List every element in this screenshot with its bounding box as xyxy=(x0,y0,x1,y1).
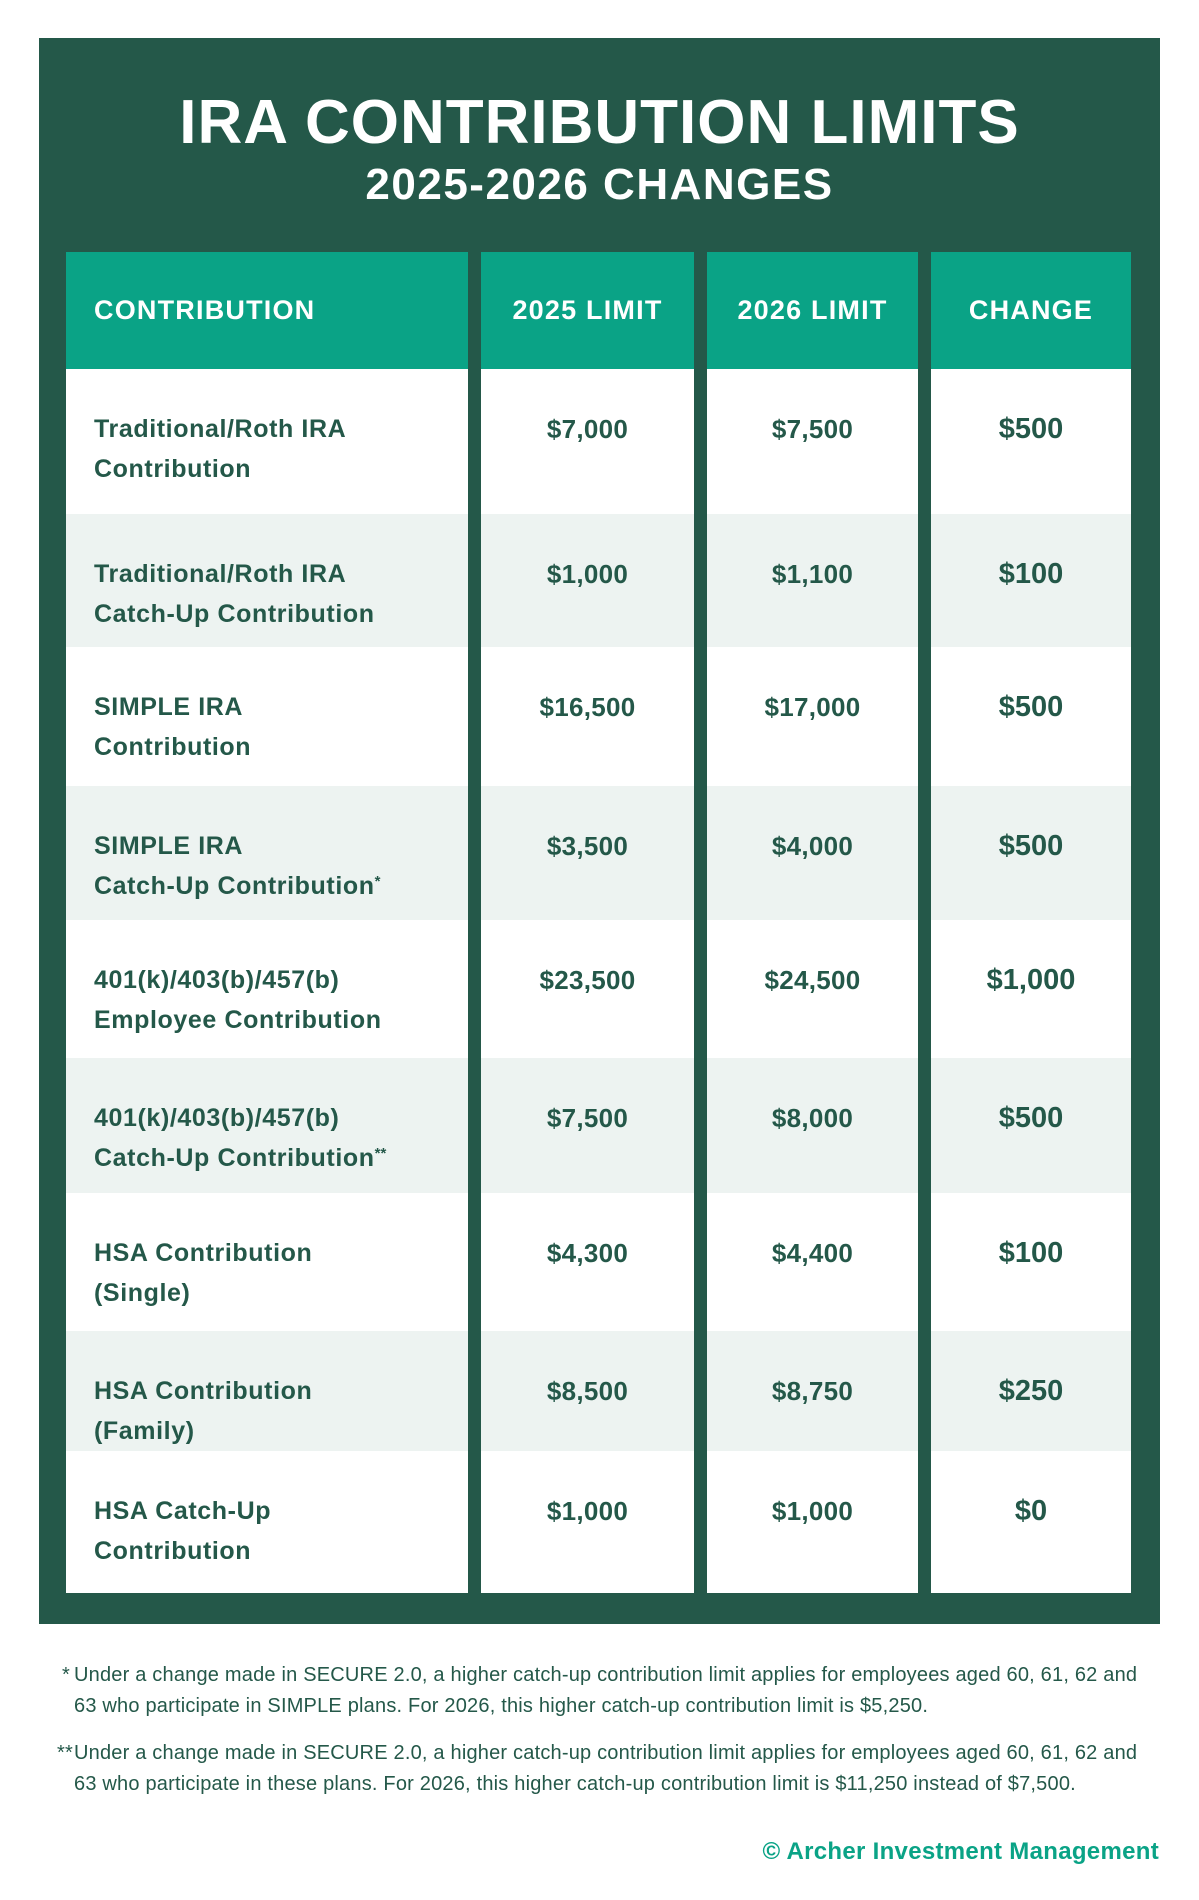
table-cell-change xyxy=(931,647,1131,786)
column-header-2025-limit: 2025 LIMIT xyxy=(481,252,694,369)
label-line-2: (Single) xyxy=(94,1279,191,1307)
contribution-label xyxy=(94,826,380,906)
table-cell-limit-2025 xyxy=(481,920,694,1058)
limit-2026-value: $1,100 xyxy=(771,559,854,589)
limit-2026-value: $8,750 xyxy=(771,1376,854,1406)
table-cell-limit-2025 xyxy=(481,786,694,920)
table-cell-limit-2025 xyxy=(481,514,694,647)
limit-2026-value: $1,000 xyxy=(771,1496,854,1526)
table-cell-limit-2026 xyxy=(707,1058,918,1193)
table-cell-limit-2026 xyxy=(707,514,918,647)
footnote-single-asterisk xyxy=(50,1660,1160,1721)
contribution-label xyxy=(94,1371,312,1451)
limit-2026-value: $7,500 xyxy=(771,414,854,444)
footnote-mark: * xyxy=(62,1664,70,1686)
table-cell-contribution xyxy=(66,369,468,514)
table-cell-limit-2026 xyxy=(707,647,918,786)
table-cell-limit-2025 xyxy=(481,647,694,786)
column-contribution xyxy=(66,252,468,1593)
table-cell-change xyxy=(931,1058,1131,1193)
limit-2026-value: $8,000 xyxy=(771,1103,854,1133)
label-line-1: HSA Contribution xyxy=(94,1239,313,1267)
table-cell-limit-2025 xyxy=(481,1451,694,1593)
table-cell-contribution xyxy=(66,1331,468,1451)
label-line-1: Traditional/Roth IRA xyxy=(94,560,347,588)
limit-2025-value: $7,000 xyxy=(546,414,629,444)
column-2025-limit xyxy=(481,252,694,1593)
footnote-text: Under a change made in SECURE 2.0, a higher catch-up contribution limit applies for employees aged 60, 61, 62 and 63 who participate in SIMPLE plans. For 2026, this higher catch-up contribution limit is $5,250. xyxy=(74,1664,1138,1717)
column-header-2026-limit: 2026 LIMIT xyxy=(707,252,918,369)
label-line-1: SIMPLE IRA xyxy=(94,832,244,860)
label-line-2: Catch-Up Contribution xyxy=(94,600,375,628)
table-cell-limit-2026 xyxy=(707,920,918,1058)
column-2026-limit xyxy=(707,252,918,1593)
label-line-1: HSA Catch-Up xyxy=(94,1497,272,1525)
limit-2026-value: $17,000 xyxy=(764,692,861,722)
page-subtitle: 2025-2026 CHANGES xyxy=(365,160,834,209)
table-cell-change xyxy=(931,786,1131,920)
change-value: $250 xyxy=(998,1375,1064,1407)
table-cell-change xyxy=(931,920,1131,1058)
table-cell-limit-2025 xyxy=(481,1058,694,1193)
table-cell-contribution xyxy=(66,647,468,786)
footnote-reference: ** xyxy=(374,1145,387,1162)
limit-2026-value: $4,400 xyxy=(771,1238,854,1268)
limit-2025-value: $1,000 xyxy=(546,559,629,589)
limit-2025-value: $8,500 xyxy=(546,1376,629,1406)
table-cell-contribution xyxy=(66,1193,468,1331)
table-cell-limit-2025 xyxy=(481,369,694,514)
footnote-double-asterisk xyxy=(50,1738,1160,1799)
footnote-text: Under a change made in SECURE 2.0, a higher catch-up contribution limit applies for employees aged 60, 61, 62 and 63 who participate in these plans. For 2026, this higher catch-up contribution limit is $11,250 instead of $7,500. xyxy=(74,1742,1138,1795)
change-value: $500 xyxy=(998,413,1064,445)
label-line-2: Catch-Up Contribution xyxy=(94,1144,375,1172)
change-value: $0 xyxy=(1014,1495,1048,1527)
column-header-contribution: CONTRIBUTION xyxy=(66,252,468,369)
limit-2025-value: $4,300 xyxy=(546,1238,629,1268)
footnotes xyxy=(50,1660,1160,1816)
copyright-notice: © Archer Investment Management xyxy=(762,1838,1159,1865)
footnote-mark: ** xyxy=(57,1742,73,1764)
table-cell-contribution xyxy=(66,786,468,920)
table-cell-contribution xyxy=(66,514,468,647)
table-cell-change xyxy=(931,1451,1131,1593)
table-cell-limit-2025 xyxy=(481,1193,694,1331)
table-cell-contribution xyxy=(66,1451,468,1593)
table-cell-contribution xyxy=(66,1058,468,1193)
page-title: IRA CONTRIBUTION LIMITS xyxy=(179,88,1020,157)
column-header-change: CHANGE xyxy=(931,252,1131,369)
contribution-label xyxy=(94,1233,312,1313)
table-cell-limit-2026 xyxy=(707,1451,918,1593)
limit-2025-value: $7,500 xyxy=(546,1103,629,1133)
change-value: $500 xyxy=(998,691,1064,723)
limit-2025-value: $16,500 xyxy=(539,692,636,722)
table-cell-change xyxy=(931,1331,1131,1451)
label-line-1: Traditional/Roth IRA xyxy=(94,415,347,443)
label-line-1: SIMPLE IRA xyxy=(94,693,244,721)
label-line-2: Contribution xyxy=(94,455,252,483)
contribution-label xyxy=(94,1491,271,1571)
limit-2025-value: $3,500 xyxy=(546,831,629,861)
limit-2026-value: $24,500 xyxy=(764,965,861,995)
column-change xyxy=(931,252,1131,1593)
table-cell-limit-2025 xyxy=(481,1331,694,1451)
limit-2025-value: $1,000 xyxy=(546,1496,629,1526)
label-line-1: 401(k)/403(b)/457(b) xyxy=(94,966,340,994)
change-value: $500 xyxy=(998,830,1064,862)
table-cell-change xyxy=(931,1193,1131,1331)
change-value: $100 xyxy=(998,1237,1064,1269)
label-line-1: 401(k)/403(b)/457(b) xyxy=(94,1104,340,1132)
table-cell-change xyxy=(931,369,1131,514)
label-line-2: Catch-Up Contribution xyxy=(94,872,375,900)
table-cell-limit-2026 xyxy=(707,1193,918,1331)
table-cell-change xyxy=(931,514,1131,647)
contribution-label xyxy=(94,409,346,489)
table-cell-limit-2026 xyxy=(707,1331,918,1451)
footnote-reference: * xyxy=(374,873,381,890)
table-cell-limit-2026 xyxy=(707,786,918,920)
limits-panel xyxy=(39,38,1160,1624)
change-value: $500 xyxy=(998,1102,1064,1134)
label-line-2: (Family) xyxy=(94,1417,195,1445)
contribution-label xyxy=(94,687,251,767)
contribution-label xyxy=(94,554,375,634)
table-cell-contribution xyxy=(66,920,468,1058)
label-line-2: Employee Contribution xyxy=(94,1006,382,1034)
change-value: $1,000 xyxy=(986,964,1076,996)
label-line-2: Contribution xyxy=(94,1537,252,1565)
limits-table xyxy=(66,252,1131,1593)
limit-2025-value: $23,500 xyxy=(539,965,636,995)
table-cell-limit-2026 xyxy=(707,369,918,514)
label-line-1: HSA Contribution xyxy=(94,1377,313,1405)
label-line-2: Contribution xyxy=(94,733,252,761)
contribution-label xyxy=(94,1098,386,1178)
change-value: $100 xyxy=(998,558,1064,590)
contribution-label xyxy=(94,960,382,1040)
limit-2026-value: $4,000 xyxy=(771,831,854,861)
